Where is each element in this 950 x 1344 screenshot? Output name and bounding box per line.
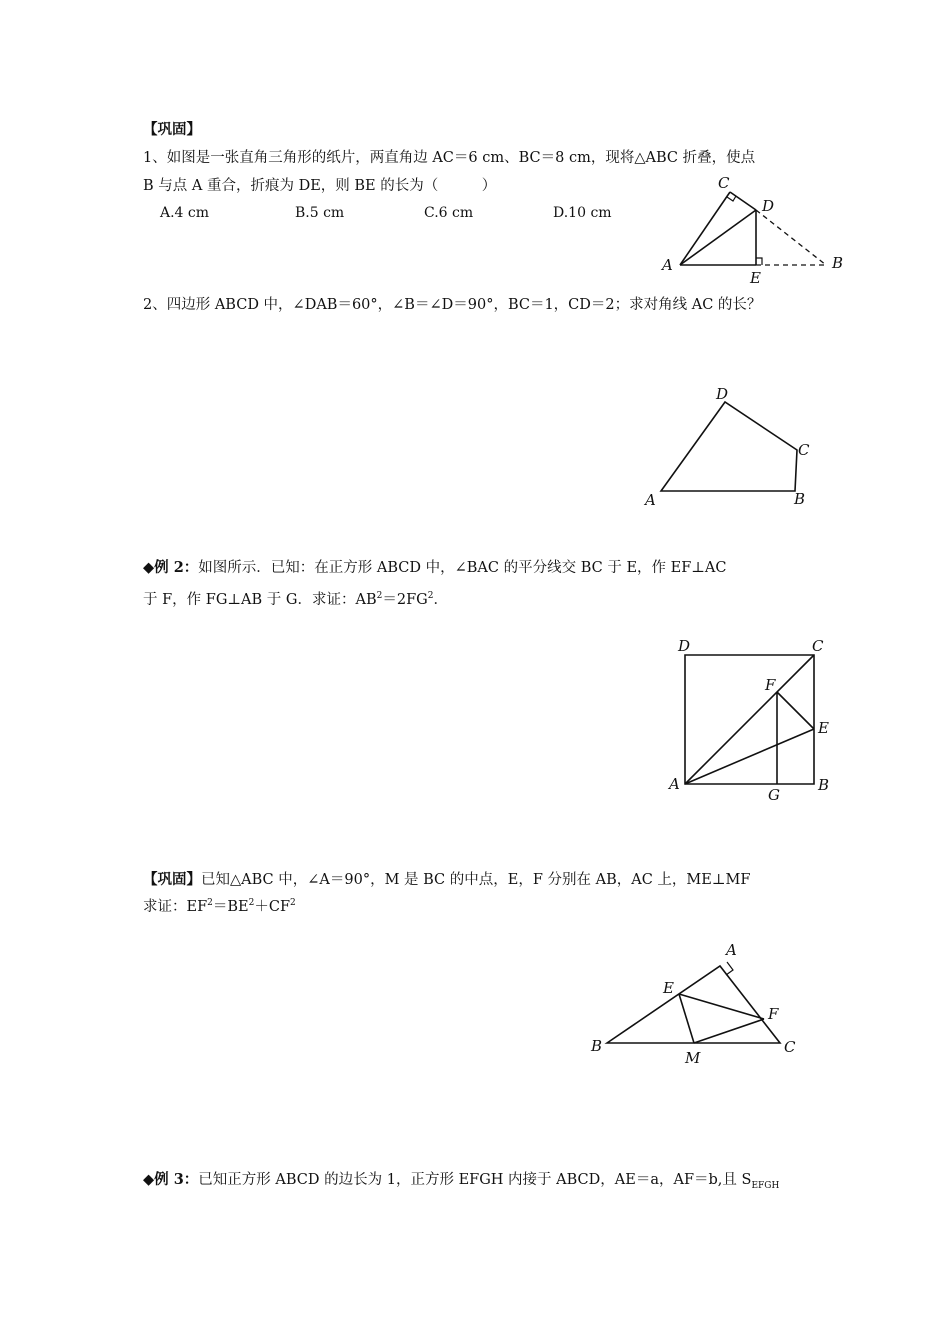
example-2-marker: ◆例 2： bbox=[143, 559, 199, 576]
label-b: B bbox=[591, 1037, 603, 1055]
question-1-line-1: 1、如图是一张直角三角形的纸片，两直角边 AC＝6 cm、BC＝8 cm，现将△ABC 折叠，使点 bbox=[143, 150, 756, 166]
label-e: E bbox=[750, 269, 761, 287]
example-2-text-1: 如图所示．已知：在正方形 ABCD 中，∠BAC 的平分线交 BC 于 E，作 EF⊥AC bbox=[198, 560, 727, 576]
label-e: E bbox=[818, 719, 829, 737]
label-b: B bbox=[794, 490, 806, 508]
question-1-line-2: B 与点 A 重合，折痕为 DE，则 BE 的长为（ ） bbox=[143, 178, 497, 194]
section-heading: 【巩固】 bbox=[143, 871, 201, 888]
label-b: B bbox=[832, 254, 844, 272]
example-2-text-2a: 于 F，作 FG⊥AB 于 G．求证：AB bbox=[143, 592, 377, 608]
segment-em bbox=[679, 994, 694, 1043]
label-d: D bbox=[678, 637, 691, 655]
segment-mf bbox=[694, 1019, 764, 1043]
label-f: F bbox=[765, 676, 776, 694]
label-c: C bbox=[798, 441, 810, 459]
example-3-line bbox=[143, 1170, 779, 1190]
label-d: D bbox=[762, 197, 775, 215]
example-3-marker: ◆例 3： bbox=[143, 1171, 199, 1188]
consolidate-text-2a: 求证：EF bbox=[143, 899, 208, 915]
label-c: C bbox=[784, 1038, 796, 1056]
consolidate-text-1: 已知△ABC 中，∠A＝90°，M 是 BC 的中点，E，F 分别在 AB，AC 上，ME⊥MF bbox=[201, 872, 751, 888]
superscript: 2 bbox=[376, 591, 383, 602]
option-b: B.5 cm bbox=[295, 205, 345, 221]
option-c: C.6 cm bbox=[424, 205, 474, 221]
superscript: 2 bbox=[427, 591, 434, 602]
section-heading: 【巩固】 bbox=[143, 121, 201, 138]
superscript: 2 bbox=[207, 898, 213, 909]
consolidate-text-2b: ＝BE bbox=[212, 899, 249, 915]
label-b: B bbox=[818, 776, 830, 794]
label-c: C bbox=[812, 637, 824, 655]
superscript: 2 bbox=[248, 898, 255, 909]
label-a: A bbox=[669, 775, 680, 793]
option-d: D.10 cm bbox=[553, 205, 612, 221]
subscript: EFGH bbox=[751, 1180, 780, 1191]
triangle-abc bbox=[607, 966, 780, 1043]
label-a: A bbox=[645, 491, 656, 509]
label-a: A bbox=[662, 256, 673, 274]
label-a: A bbox=[726, 941, 737, 959]
consolidate-text-2c: ＋CF bbox=[254, 899, 291, 915]
label-d: D bbox=[716, 385, 729, 403]
label-e: E bbox=[663, 979, 674, 997]
example-2-text-2b: ＝2FG bbox=[382, 592, 428, 608]
label-m: M bbox=[685, 1049, 701, 1067]
label-f: F bbox=[768, 1005, 779, 1023]
superscript: 2 bbox=[290, 898, 296, 909]
option-a: A.4 cm bbox=[160, 205, 210, 221]
question-2-text: 2、四边形 ABCD 中，∠DAB＝60°，∠B＝∠D＝90°，BC＝1，CD＝2；求对角线 AC 的长？ bbox=[143, 297, 762, 313]
label-c: C bbox=[718, 174, 730, 192]
example-3-text: 已知正方形 ABCD 的边长为 1，正方形 EFGH 内接于 ABCD，AE＝a，AF＝b,且 S bbox=[198, 1172, 752, 1188]
example-2-text-2c: ． bbox=[433, 592, 448, 608]
right-angle-mark-a bbox=[726, 962, 733, 975]
label-g: G bbox=[768, 786, 780, 804]
